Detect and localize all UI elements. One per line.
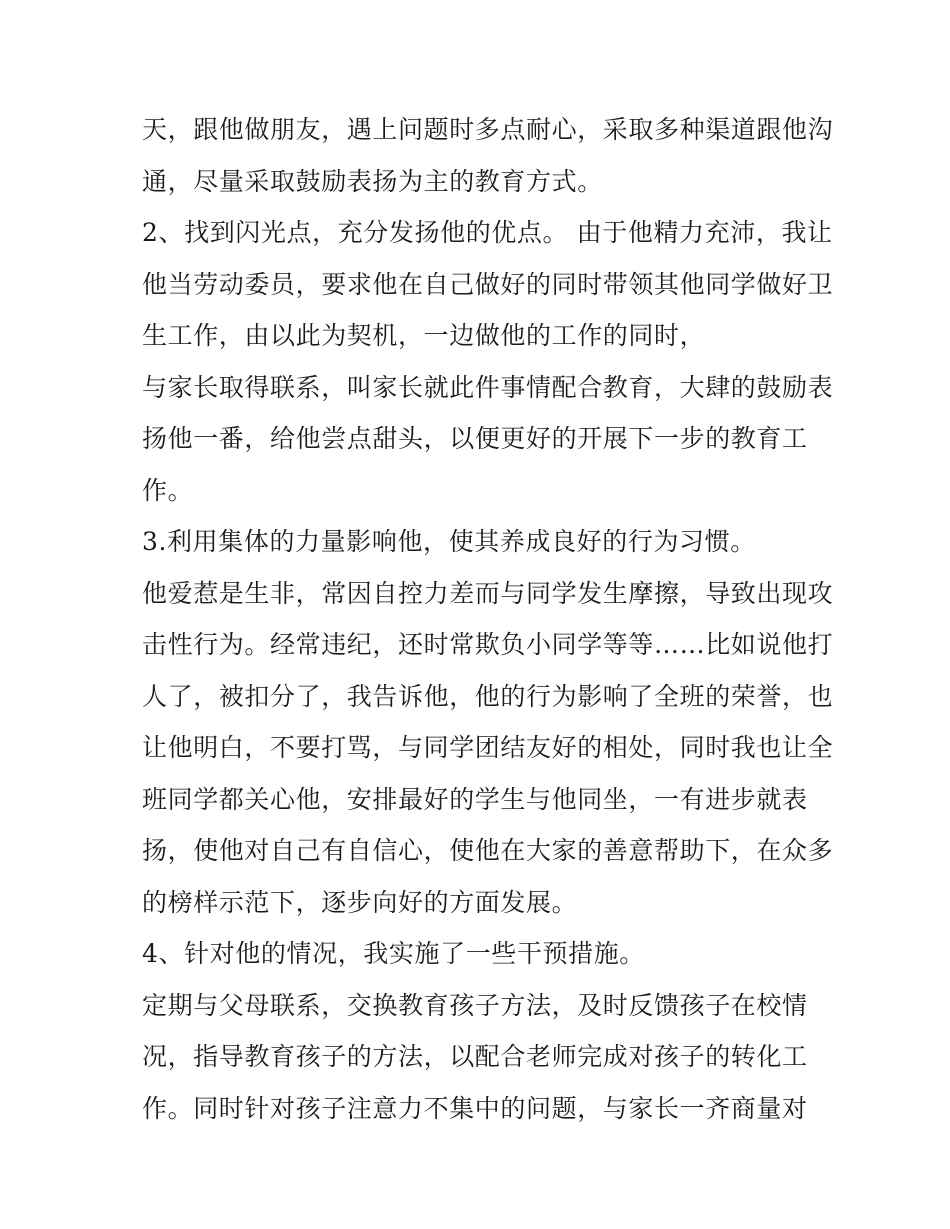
text-line: 他爱惹是生非，常因自控力差而与同学发生摩擦，导致出现攻 [142, 578, 834, 608]
text-line: 扬他一番，给他尝点甜头，以便更好的开展下一步的教育工 [142, 424, 808, 453]
text-line: 作。 [142, 475, 194, 505]
text-line: 生工作，由以此为契机，一边做他的工作的同时， [142, 321, 706, 350]
text-line: 他当劳动委员，要求他在自己做好的同时带领其他同学做好卫 [142, 269, 834, 299]
text-line: 击性行为。经常违纪，还时常欺负小同学等等……比如说他打 [142, 630, 834, 659]
text-line: 与家长取得联系，叫家长就此件事情配合教育，大肆的鼓励表 [142, 372, 834, 402]
text-line: 人了，被扣分了，我告诉他，他的行为影响了全班的荣誉，也 [142, 681, 834, 711]
text-line: 让他明白，不要打骂，与同学团结友好的相处，同时我也让全 [142, 733, 834, 762]
text-line: 扬，使他对自己有自信心，使他在大家的善意帮助下，在众多 [142, 836, 834, 865]
body-text [142, 104, 834, 1134]
text-line: 班同学都关心他，安排最好的学生与他同坐，一有进步就表 [142, 784, 808, 814]
text-line: 4、针对他的情况，我实施了一些干预措施。 [142, 939, 645, 968]
text-line: 2、找到闪光点，充分发扬他的优点。 由于他精力充沛，我让 [142, 218, 833, 247]
text-line: 天，跟他做朋友，遇上问题时多点耐心，采取多种渠道跟他沟 [142, 115, 834, 144]
text-line: 作。同时针对孩子注意力不集中的问题，与家长一齐商量对 [142, 1093, 808, 1123]
text-line: 定期与父母联系，交换教育孩子方法，及时反馈孩子在校情 [142, 990, 808, 1020]
text-line: 3.利用集体的力量影响他，使其养成良好的行为习惯。 [142, 527, 756, 556]
text-line: 况，指导教育孩子的方法，以配合老师完成对孩子的转化工 [142, 1042, 808, 1071]
text-line: 的榜样示范下，逐步向好的方面发展。 [142, 887, 578, 917]
text-line: 通，尽量采取鼓励表扬为主的教育方式。 [142, 166, 603, 196]
